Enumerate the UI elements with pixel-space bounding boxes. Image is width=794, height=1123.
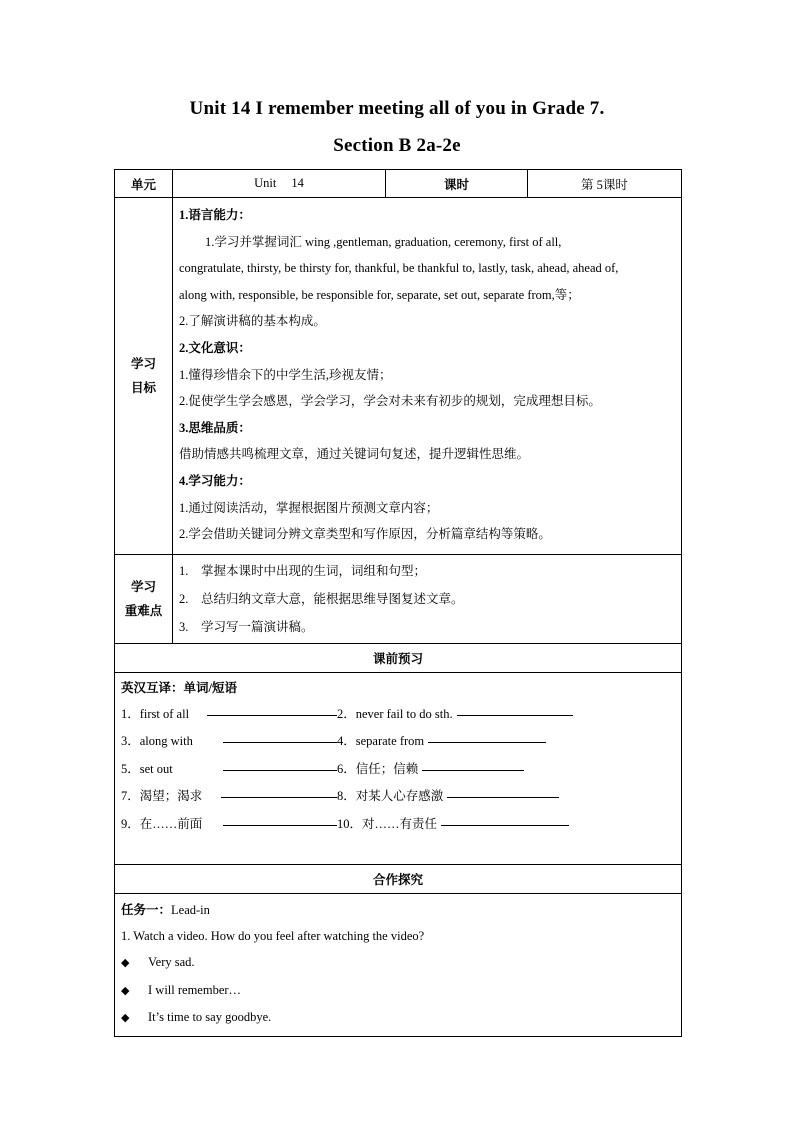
difficulty-number: 2. [179,591,189,606]
difficulty-item [179,557,675,585]
difficulty-text: 学习写一篇演讲稿。 [201,619,314,634]
translation-prompt: 8．对某人心存感激 [337,789,444,804]
difficulty-text: 总结归纳文章大意，能根据思维导图复述文章。 [201,591,464,606]
difficulties-row [115,554,682,643]
difficulty-text: 掌握本课时中出现的生词，词组和句型； [201,563,427,578]
answer-list [121,949,675,1032]
goals-content [173,198,682,555]
task-row [115,893,682,1036]
translation-prompt: 7．渴望；渴求 [121,789,203,804]
difficulty-item [179,585,675,613]
translation-heading: 英汉互译：单词/短语 [121,680,237,695]
translation-row [121,783,675,811]
answer-option-text: I will remember… [148,982,242,997]
goals-label [115,198,173,555]
translation-prompt: 6．信任；信赖 [337,761,419,776]
task-heading [121,897,675,923]
goal-heading: 2.文化意识： [179,340,251,355]
explore-band: 合作探究 [115,864,682,893]
answer-blank[interactable] [223,728,337,743]
unit-value: Unit 14 [173,170,386,198]
goal-line: 2.促使学生学会感恩，学会学习，学会对未来有初步的规划，完成理想目标。 [179,394,601,409]
period-value: 第 5课时 [528,170,682,198]
goal-line: 1.懂得珍惜余下的中学生活,珍视友情； [179,367,392,382]
lesson-plan-table [114,169,682,1037]
translation-prompt: 10．对……有责任 [337,816,438,831]
preview-band-row [115,643,682,672]
answer-option [121,949,675,977]
goals-list [179,202,677,548]
difficulty-number: 3. [179,619,189,634]
difficulties-list [179,557,675,641]
task-name: Lead-in [171,902,210,917]
task-question: 1. Watch a video. How do you feel after watching the video? [121,928,425,943]
translation-row [121,811,675,839]
answer-option-text: It’s time to say goodbye. [148,1010,272,1025]
goal-line: 1.学习并掌握词汇 wing ,gentleman, graduation, ceremony, first of all, [205,234,562,249]
translation-prompt: 4．separate from [337,734,425,749]
answer-blank[interactable] [447,783,559,798]
answer-blank[interactable] [428,728,546,743]
goal-line: 借助情感共鸣梳理文章，通过关键词句复述，提升逻辑性思维。 [179,447,530,462]
header-row [115,170,682,198]
answer-blank[interactable] [457,701,573,716]
task-label: 任务一： [121,902,172,917]
translation-row [121,701,675,729]
answer-option [121,1004,675,1032]
answer-blank[interactable] [223,756,337,771]
translation-prompt: 2．never fail to do sth. [337,706,453,721]
translation-prompt: 9．在……前面 [121,816,203,831]
answer-option [121,977,675,1005]
answer-blank[interactable] [221,783,337,798]
explore-band-row [115,864,682,893]
goal-heading: 4.学习能力： [179,473,251,488]
translation-prompt: 5．set out [121,761,173,776]
translation-row [121,756,675,784]
difficulties-label-line2: 重难点 [124,603,163,618]
translation-prompt: 1．first of all [121,706,190,721]
diamond-bullet-icon: ◆ [121,984,130,997]
translation-row [121,728,675,756]
answer-blank[interactable] [441,811,569,826]
goal-line: congratulate, thirsty, be thirsty for, thankful, be thankful to, lastly, task, ahead, ahead of, [179,261,619,276]
difficulty-number: 1. [179,563,189,578]
goals-label-line2: 目标 [130,380,156,395]
goals-label-line1: 学习 [130,356,156,371]
goal-line: 1.通过阅读活动，掌握根据图片预测文章内容； [179,500,439,515]
translation-prompt: 3．along with [121,734,193,749]
goals-row [115,198,682,555]
difficulties-label [115,554,173,643]
answer-blank[interactable] [207,701,337,716]
difficulties-content [173,554,682,643]
goal-line: 2.学会借助关键词分辨文章类型和写作原因，分析篇章结构等策略。 [179,527,551,542]
preview-row [115,672,682,864]
period-label: 课时 [386,170,528,198]
goal-heading: 1.语言能力： [179,208,251,222]
difficulties-label-line1: 学习 [130,579,156,594]
answer-blank[interactable] [223,811,337,826]
diamond-bullet-icon: ◆ [121,1012,130,1025]
goal-line: 2.了解演讲稿的基本构成。 [179,314,326,329]
task-content [115,893,682,1036]
preview-content [115,672,682,864]
difficulty-item [179,613,675,641]
answer-blank[interactable] [422,756,524,771]
document-title: Unit 14 I remember meeting all of you in Grade 7. [189,98,605,119]
answer-option-text: Very sad. [148,955,195,970]
translation-exercise [121,701,675,839]
document-subtitle: Section B 2a-2e [333,135,461,156]
goal-line: along with, responsible, be responsible for, separate, set out, separate from,等； [179,287,580,302]
unit-label: 单元 [115,170,173,198]
preview-band: 课前预习 [115,643,682,672]
diamond-bullet-icon: ◆ [121,957,130,970]
goal-heading: 3.思维品质： [179,420,251,435]
